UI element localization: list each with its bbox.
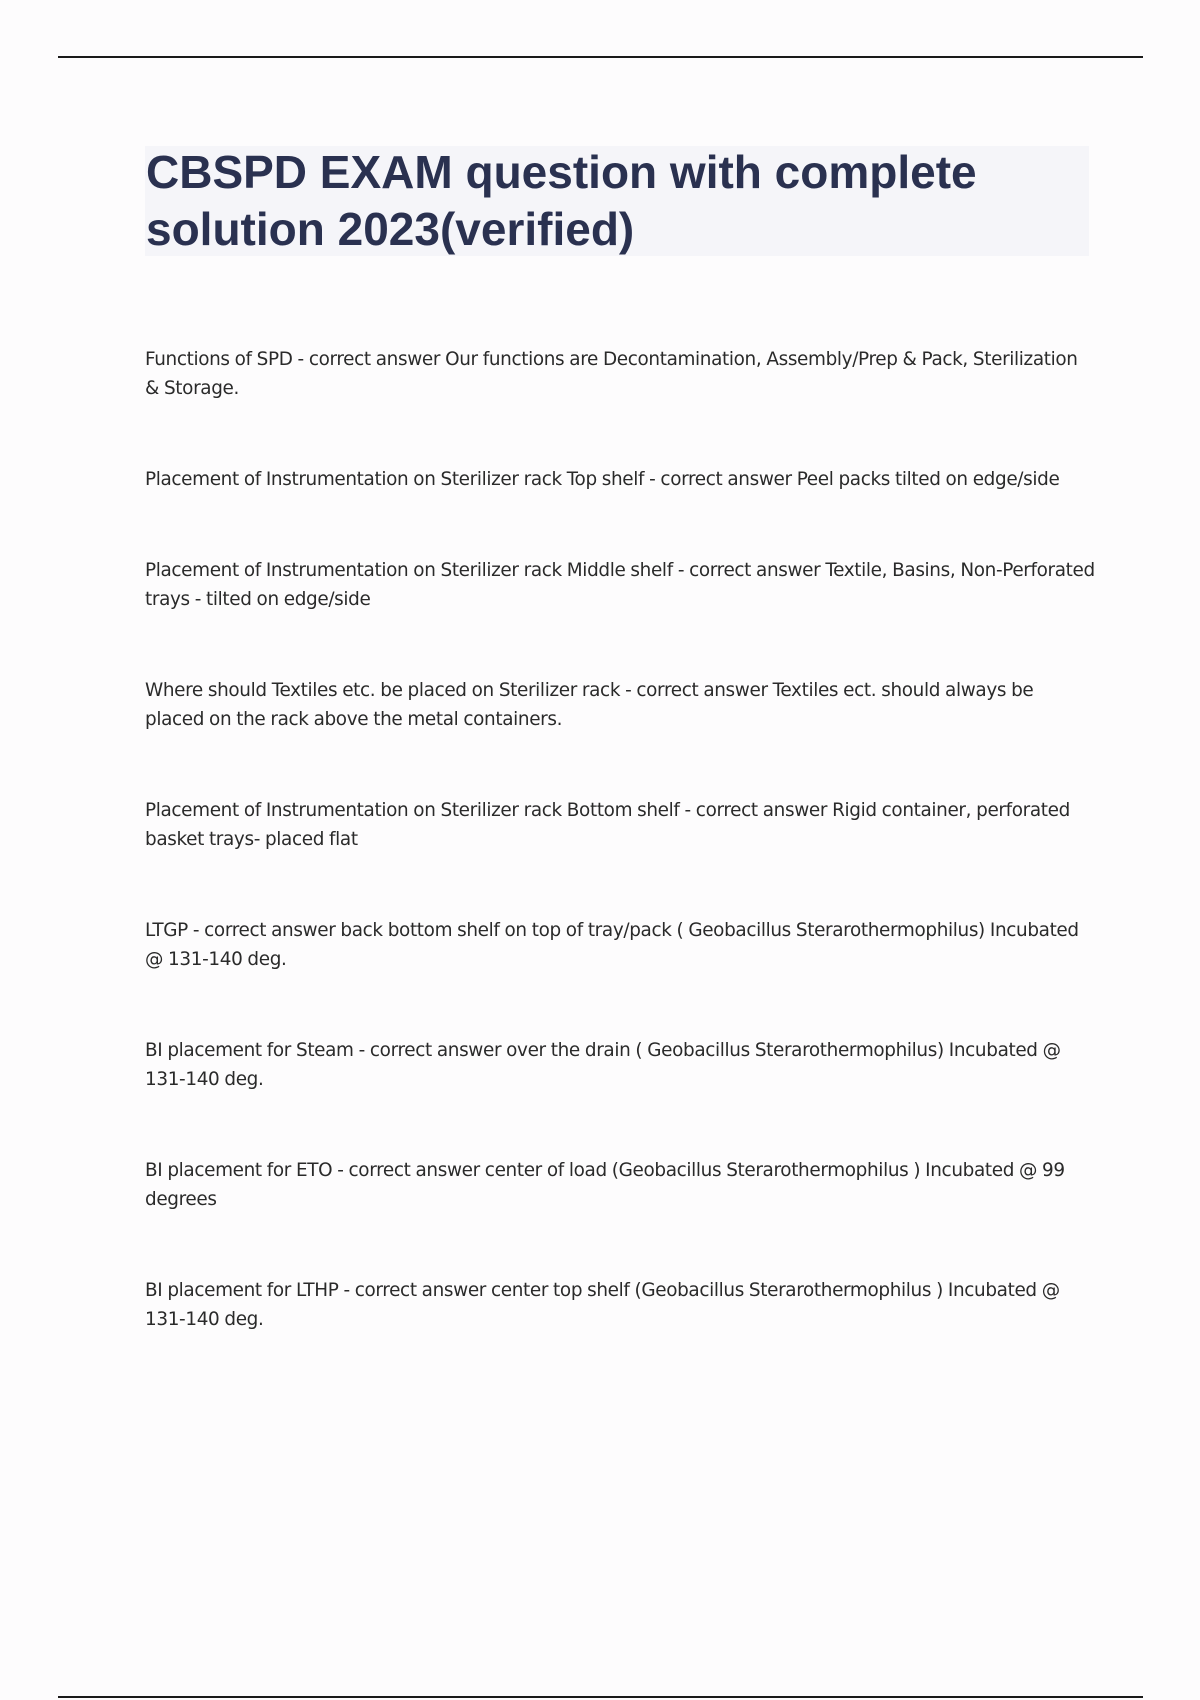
qa-item: Where should Textiles etc. be placed on Sterilizer rack - correct answer Textiles ect. should always be placed on the rack above the metal containers. xyxy=(145,680,1034,730)
qa-item: BI placement for ETO - correct answer center of load (Geobacillus Sterarothermophilus ) Incubated @ 99 degrees xyxy=(145,1160,1065,1210)
bottom-rule xyxy=(58,1696,1143,1698)
document-title: CBSPD EXAM question with complete solution 2023(verified) xyxy=(146,146,977,255)
top-rule xyxy=(58,56,1143,58)
qa-item: BI placement for LTHP - correct answer center top shelf (Geobacillus Sterarothermophilus ) Incubated @ 131-140 deg. xyxy=(145,1280,1060,1330)
qa-item: Functions of SPD - correct answer Our functions are Decontamination, Assembly/Prep & Pack, Sterilization & Storage. xyxy=(145,349,1078,399)
qa-item: Placement of Instrumentation on Sterilizer rack Top shelf - correct answer Peel packs tilted on edge/side xyxy=(145,469,1060,490)
qa-item: BI placement for Steam - correct answer over the drain ( Geobacillus Sterarothermophilus) Incubated @ 131-140 deg. xyxy=(145,1040,1061,1090)
qa-item: Placement of Instrumentation on Sterilizer rack Bottom shelf - correct answer Rigid container, perforated basket trays- placed flat xyxy=(145,800,1070,850)
qa-item: Placement of Instrumentation on Sterilizer rack Middle shelf - correct answer Textile, Basins, Non-Perforated trays - tilted on edge/side xyxy=(145,560,1095,610)
qa-list xyxy=(145,345,1095,1334)
qa-item: LTGP - correct answer back bottom shelf on top of tray/pack ( Geobacillus Sterarothermophilus) Incubated @ 131-140 deg. xyxy=(145,920,1079,970)
